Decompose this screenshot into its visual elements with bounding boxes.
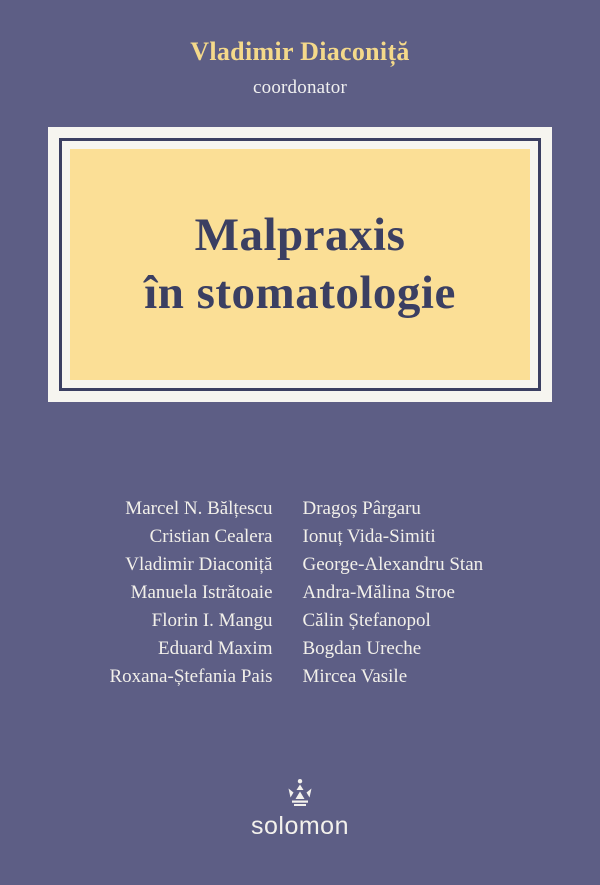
author-name: Andra-Mălina Stroe (302, 581, 455, 603)
title-panel (70, 149, 530, 380)
publisher-name: solomon (251, 812, 349, 840)
author-name: Roxana-Ștefania Pais (109, 665, 273, 687)
author-name: Florin I. Mangu (151, 609, 273, 631)
publisher-block (0, 778, 600, 841)
author-name: Dragoș Pârgaru (302, 498, 421, 519)
author-name: Ionuț Vida-Simiti (302, 525, 436, 547)
author-name: Eduard Maxim (157, 637, 273, 659)
solomon-crown-icon (283, 778, 317, 808)
author-name: Vladimir Diaconiță (125, 553, 273, 575)
coordinator-block (0, 38, 600, 99)
author-name: Manuela Istrătoaie (130, 581, 273, 603)
author-name: Mircea Vasile (302, 665, 408, 687)
coordinator-role: coordonator (253, 76, 347, 98)
book-title-line-2: în stomatologie (144, 266, 456, 319)
book-title-line-1: Malpraxis (194, 209, 406, 262)
author-name: Bogdan Ureche (302, 637, 422, 659)
authors-column-right (303, 495, 518, 690)
authors-list (0, 495, 600, 690)
author-name: Călin Ștefanopol (302, 609, 431, 631)
author-name: George-Alexandru Stan (302, 553, 484, 575)
author-name: Cristian Cealera (149, 525, 273, 547)
title-frame-border (59, 138, 541, 391)
authors-column-left (83, 495, 273, 690)
title-frame (48, 127, 552, 402)
author-name: Marcel N. Bălțescu (125, 498, 273, 519)
coordinator-name: Vladimir Diaconiță (190, 37, 410, 66)
